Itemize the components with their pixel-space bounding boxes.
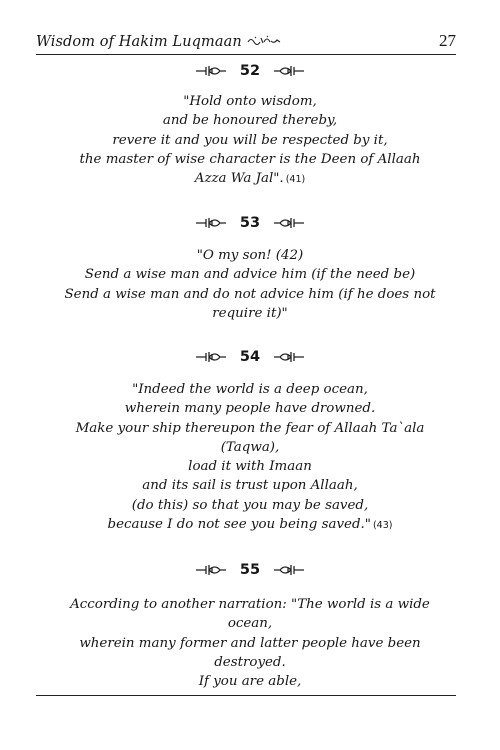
footnote-ref: (43) bbox=[372, 520, 393, 532]
saying-line-text: Azza Wa Jal". bbox=[194, 171, 284, 187]
ornament-right-icon bbox=[274, 351, 304, 363]
section-number: 53 bbox=[239, 214, 261, 231]
honorific-calligraphy-icon bbox=[247, 35, 281, 45]
saying-54 bbox=[58, 380, 442, 535]
saying-line: Make your ship thereupon the fear of Allaah Ta`ala bbox=[75, 420, 425, 436]
ornament-right-icon bbox=[274, 65, 304, 77]
saying-line: and be honoured thereby, bbox=[162, 113, 338, 129]
section-heading-55 bbox=[0, 559, 500, 579]
running-header bbox=[36, 30, 456, 54]
saying-line: and its sail is trust upon Allaah, bbox=[142, 478, 358, 494]
section-number: 54 bbox=[239, 348, 261, 365]
saying-line: destroyed. bbox=[214, 654, 286, 670]
saying-line: load it with Imaan bbox=[188, 459, 312, 475]
saying-line: According to another narration: "The world is a wide bbox=[70, 597, 430, 612]
ornament-right-icon bbox=[274, 217, 304, 229]
saying-line: "Indeed the world is a deep ocean, bbox=[132, 382, 368, 397]
section-number: 55 bbox=[239, 561, 261, 578]
saying-line: require it)" bbox=[212, 305, 288, 321]
ornament-left-icon bbox=[196, 65, 226, 77]
footnote-ref: (41) bbox=[285, 174, 306, 186]
saying-55 bbox=[58, 595, 442, 691]
saying-line bbox=[58, 515, 442, 535]
saying-line: ocean, bbox=[227, 616, 273, 632]
book-title-text: Wisdom of Hakim Luqmaan bbox=[36, 34, 242, 50]
ornament-left-icon bbox=[196, 351, 226, 363]
saying-line: wherein many people have drowned. bbox=[124, 401, 376, 417]
saying-line: revere it and you will be respected by it, bbox=[112, 132, 388, 148]
saying-line: If you are able, bbox=[198, 674, 302, 690]
section-heading-54 bbox=[0, 346, 500, 366]
header-rule bbox=[36, 54, 456, 55]
saying-line: Send a wise man and do not advice him (if he does not bbox=[64, 286, 436, 302]
saying-line: Send a wise man and advice him (if the need be) bbox=[84, 267, 416, 283]
ornament-right-icon bbox=[274, 564, 304, 576]
saying-53 bbox=[58, 246, 442, 323]
footer-rule bbox=[36, 695, 456, 696]
saying-line: wherein many former and latter people have been bbox=[79, 635, 421, 651]
book-title bbox=[36, 33, 281, 51]
ornament-left-icon bbox=[196, 564, 226, 576]
saying-52 bbox=[58, 92, 442, 189]
saying-line: (do this) so that you may be saved, bbox=[131, 497, 369, 513]
saying-line: "O my son! (42) bbox=[196, 248, 304, 263]
section-number: 52 bbox=[239, 62, 261, 79]
saying-line: (Taqwa), bbox=[220, 439, 280, 455]
saying-line bbox=[58, 169, 442, 189]
section-heading-53 bbox=[0, 212, 500, 232]
ornament-left-icon bbox=[196, 217, 226, 229]
page-number: 27 bbox=[439, 31, 456, 50]
saying-line: the master of wise character is the Deen of Allaah bbox=[79, 151, 421, 167]
section-heading-52 bbox=[0, 60, 500, 80]
saying-line-text: because I do not see you being saved." bbox=[107, 517, 371, 533]
saying-line: "Hold onto wisdom, bbox=[183, 94, 317, 109]
